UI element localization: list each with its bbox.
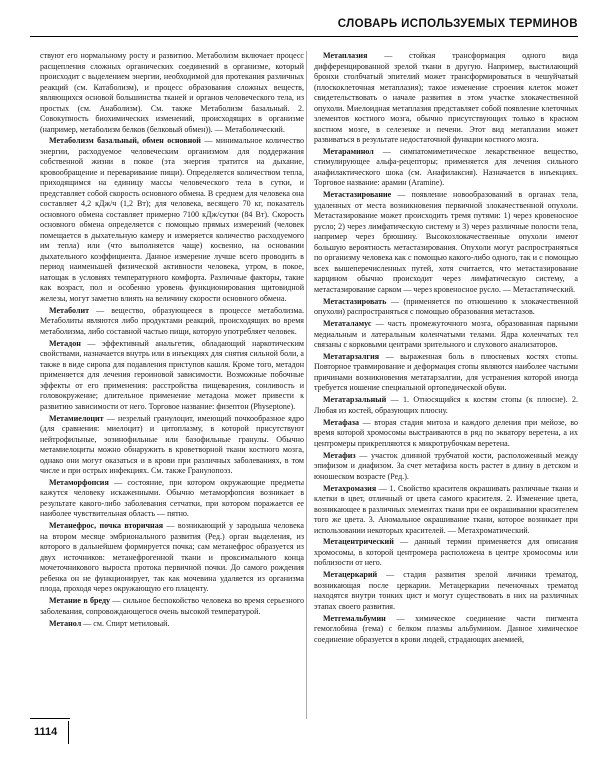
dictionary-entry: [314, 614, 578, 646]
entry-term: Метанефрос, почка вторичная: [49, 521, 164, 531]
entry-definition: — участок длинной трубчатой кости, расположенный между эпифизом и диафизом. За счет метафиза кость растет в длину в детском и юношеском возрасте (Ред.).: [314, 450, 578, 481]
entry-definition: — стойкая трансформация одного вида дифференцированной зрелой ткани в другую. Например, выстилающий бронхи столбчатый эпителий может трансформироваться в чешуйчатый (плоскоклеточная метаплазия); такое изменение строения клеток может свидетельствовать о начале развития в этом участке злокачественной опухоли. Миелоидная метаплазия представляет собой появление клеточных элементов костного мозга, обычно присутствующих только в красном костном мозге, в селезенке и печени. Этот вид метаплазии может развиваться в результате недостаточной функции костного мозга.: [314, 51, 578, 144]
entry-definition: — незрелый гранулоцит, имеющий почкообразное ядро (для сравнения: миелоцит) и цитоплазму, в которой присутствуют нейтрофильные, эозинофильные или базофильные гранулы. Обычно метамиелоциты можно обнаружить в кроветворной ткани костного мозга, однако они могут оказаться и в крови при различных заболеваниях, в том числе и при острых инфекциях. См. также Гранулопоэз.: [40, 413, 304, 476]
entry-term: Метахромазия: [323, 483, 377, 493]
entry-term: Метанол: [49, 618, 82, 628]
entry-definition: — химическое соединение части пигмента гемоглобина (гема) с белком плазмы альбумином. Данное химическое соединение образуется в крови людей, страдающих анемией,: [314, 613, 578, 644]
entry-term: Метаболит: [49, 305, 90, 315]
entry-definition: — появление новообразований в органах тела, удаленных от места возникновения первичной злокачественной опухоли. Метастазирование может происходить тремя путями: 1) через кровеносное русло; 2) через лимфатическую систему и 3) через различные полости тела, например через брюшину. Высокозлокачественные опухоли имеют большую вероятность метастазирования. Опухоли могут распространяться по организму человека как с помощью какого-либо одного, так и с помощью всех вышеперечисленных путей, хотя считается, что метастазирование карцином обычно происходит через лимфатическую систему, а метастазирование сарком — через кровеносное русло. — Метастатический.: [314, 190, 578, 294]
dictionary-entry: [40, 136, 304, 304]
dictionary-entry: [40, 51, 304, 135]
dictionary-entry: [40, 306, 304, 338]
entry-definition: ствуют его нормальному росту и развитию. Метаболизм включает процесс расщепления сложных органических соединений в организме, который происходит с выделением энергии, необходимой для протекания различных реакций (см. Катаболизм), и процесс образования сложных веществ, являющихся основой большинства тканей и органов человеческого тела, из простых (см. Анаболизм). См. также Метаболизм базальный. 2. Совокупность биохимических изменений, происходящих в организме (например, метаболизм белков (белковый обмен)). — Метаболический.: [40, 51, 304, 134]
dictionary-entry: [314, 319, 578, 351]
dictionary-entry: [314, 484, 578, 537]
entry-term: Метатарзалгия: [323, 351, 380, 361]
entry-term: Метамиелоцит: [49, 413, 104, 423]
entry-term: Метаморфопсия: [49, 477, 109, 487]
dictionary-entry: [314, 297, 578, 318]
entry-term: Метатарзальный: [323, 395, 387, 405]
entry-definition: — выраженная боль в плюсневых костях стопы. Повторное травмирование и деформация стопы являются наиболее частыми причинами возникновения метатарзалгии, для устранения которой иногда требуется ношение специальной ортопедической обуви.: [314, 351, 578, 393]
entry-definition: — (применяется по отношению к злокачественной опухоли) распространяться с помощью образования метастазов.: [314, 296, 578, 317]
entry-definition: — минимальное количество энергии, расходуемое человеческим организмом для поддержания собственной жизни в покое (эта энергия тратится на дыхание, кровообращение и переваривание пищи). Определяется количеством тепла, приходящимся на единицу массы человеческого тела в сутки, и представляет собой скорость основного обмена. В среднем для человека она составляет 4,2 кДж/ч (1,2 Вт); для человека, весящего 70 кг, показатель основного обмена составляет примерно 7100 кДж/сутки (84 Вт). Скорость основного обмена определяется с помощью прямых измерений (человек помещается в дыхательную камеру и измеряется количество расходуемого им тепла) или (что выполняется чаще) косвенно, на основании дыхательного коэффициента. Данное измерение лучше всего проводить в период наименьшей физической активности человека, утром, в покое, натощак в условиях температурного комфорта. Различные факторы, такие как возраст, пол и особенно уровень функционирования щитовидной железы, могут заметно влиять на величину скорости основного обмена.: [40, 136, 304, 303]
dictionary-entry: [314, 352, 578, 394]
entry-definition: — сильное беспокойство человека во время серьезного заболевания, сопровождающегося очень высокой температурой.: [40, 596, 304, 616]
entry-definition: — эффективный анальгетик, обладающий наркотическим свойствами, назначается внутрь или в инъекциях для снятия сильной боли, а также в виде сиропа для подавления приступов кашля. Кроме того, метадон применяется для лечения героиновой зависимости. Возможные побочные эффекты от его применения: расстройства пищеварения, сонливость и головокружение; длительное применение метадона может привести к развитию зависимости от него. Торговое название: физептон (Physeptone).: [40, 338, 304, 411]
entry-term: Метафаза: [323, 417, 359, 427]
dictionary-entry: [314, 570, 578, 612]
page-number: 1114: [30, 721, 69, 744]
entry-definition: — 1. Свойство красителя окрашивать различные ткани и клетки в цвет, отличный от цвета самого красителя. 2. Изменение цвета, возникающее в различных элементах ткани при ее окрашивании красителем того же цвета. 3. Аномальное окрашивание ткани, которое возникает при использовании некоторых красителей. — Метахроматический.: [314, 483, 578, 535]
dictionary-entry: [314, 51, 578, 146]
entry-term: Метацентрический: [323, 537, 394, 547]
right-column: [314, 51, 578, 647]
dictionary-entry: [314, 190, 578, 295]
entry-term: Метастазировать: [323, 296, 387, 306]
dictionary-entry: [40, 619, 304, 630]
entry-term: Метаталамус: [323, 319, 372, 329]
entry-term: Метадон: [49, 338, 81, 348]
dictionary-entry: [314, 147, 578, 189]
entry-term: Метацеркарий: [323, 570, 378, 580]
entry-term: Метастазирование: [323, 190, 392, 200]
entry-definition: — состояние, при котором окружающие предметы кажутся человеку искаженными. Обычно метаморфопсия возникает в результате какого-либо заболевания сетчатки, при котором поражается ее наиболее чувствительная область — пятно.: [40, 477, 304, 519]
entry-term: Метаплазия: [323, 51, 368, 60]
dictionary-entry: [314, 418, 578, 450]
entry-definition: — вторая стадия митоза и каждого деления при мейозе, во время которой хромосомы выстраиваются в ряд по экватору веретена, а их центромеры прикрепляются к микротрубочкам веретена.: [314, 417, 578, 448]
entry-term: Метание в бреду: [49, 596, 111, 606]
entry-definition: — вещество, образующееся в процессе метаболизма. Метаболиты являются либо продуктами реакций, происходящих во время метаболизма, либо составной частью пищи, которую употребляет человек.: [40, 305, 304, 336]
entry-definition: — 1. Относящийся к костям стопы (к плюсне). 2. Любая из костей, образующих плюсну.: [314, 395, 578, 415]
entry-term: Метараминол: [323, 146, 374, 156]
left-column: [40, 51, 304, 631]
header-title: СЛОВАРЬ ИСПОЛЬЗУЕМЫХ ТЕРМИНОВ: [337, 18, 578, 30]
dictionary-entry: [314, 395, 578, 416]
entry-term: Метафиз: [323, 450, 356, 460]
dictionary-entry: [314, 451, 578, 483]
entry-term: Метгемальбумин: [323, 613, 386, 623]
entry-definition: — см. Спирт метиловый.: [81, 618, 170, 628]
running-header: [30, 18, 578, 37]
entry-definition: — симпатомиметическое лекарственное вещество, стимулирующее альфа-рецепторы; применяется для лечения сильного анафилактического шока (см. Анафилаксия). Назначается в инъекциях. Торговое название: арамин (Aramine).: [314, 146, 578, 188]
dictionary-entry: [40, 478, 304, 520]
dictionary-entry: [40, 414, 304, 477]
dictionary-entry: [40, 521, 304, 595]
entry-definition: — данный термин применяется для описания хромосомы, в которой центромера расположена в центре хромосомы или поблизости от него.: [314, 537, 578, 568]
entry-definition: — возникающий у зародыша человека на втором месяце эмбрионального развития (Ред.) орган выделения, из которого в дальнейшем формируется почка; сам метанефрос образуется из двух источников: метанефрогенной ткани и проксимального конца мочеточникового выроста протока первичной почки. До самого рождения ребенка он не функционирует, так как мочевина удаляется из организма плода, проходя через окружающую его плаценту.: [40, 521, 304, 594]
column-divider: [306, 51, 307, 719]
page-number-rule: [30, 718, 70, 719]
dictionary-entry: [314, 537, 578, 569]
dictionary-entry: [40, 596, 304, 617]
entry-definition: — часть промежуточного мозга, образованная парными медиальным и латеральным коленчатыми телами. Ядра коленчатых тел связаны с корковыми центрами зрительного и слухового анализаторов.: [314, 319, 578, 350]
dictionary-entry: [40, 339, 304, 413]
entry-term: Метаболизм базальный, обмен основной: [49, 136, 201, 146]
entry-definition: — стадия развития зрелой личинки трематод, возникающая после церкарии. Метацеркарии печеночных трематод находятся внутри тонких цист и могут существовать в них на различных этапах своего развития.: [314, 570, 578, 611]
